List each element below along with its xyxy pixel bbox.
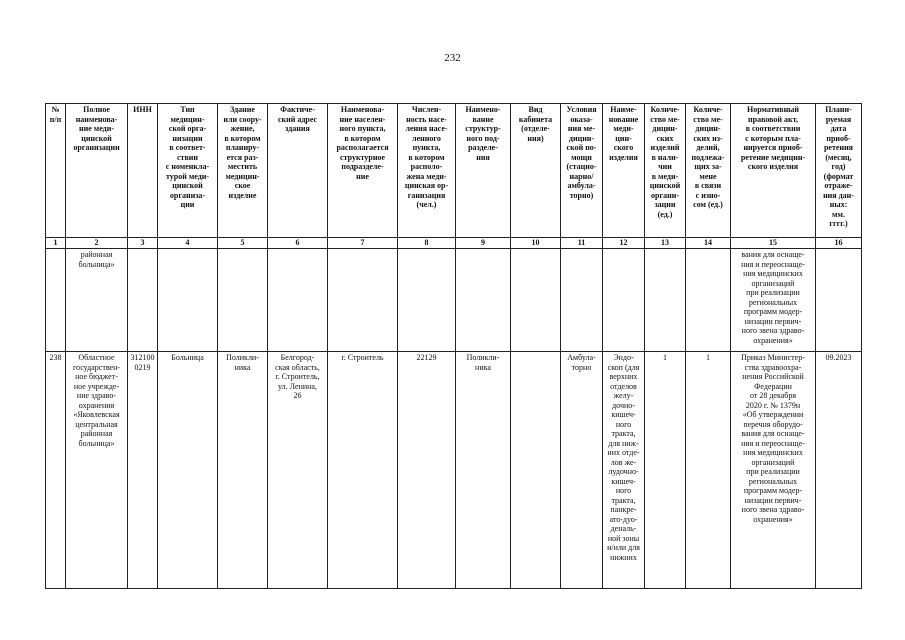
- header-address: Фактиче- ский адрес здания: [268, 104, 328, 238]
- cell-org-type: Больница: [158, 352, 218, 589]
- cell-cabinet: [511, 249, 561, 352]
- header-building: Здание или соору- жение, в котором планиру- ется раз- местить медицин- ское изделие: [218, 104, 268, 238]
- header-population: Числен- ность насе- ления насе- ленного пункта, в котором располо- жена меди- цинская ор- ганизация (чел.): [398, 104, 456, 238]
- column-number: 13: [645, 238, 686, 249]
- cell-settlement: [328, 249, 398, 352]
- cell-subdivision: Поликли- ника: [456, 352, 511, 589]
- header-inn: ИНН: [128, 104, 158, 238]
- column-number: 2: [66, 238, 128, 249]
- cell-qty-available: [645, 249, 686, 352]
- cell-purchase-date: 09.2023: [816, 352, 862, 589]
- cell-legal-act: Приказ Министер- ства здравоохра- нения Российской Федерации от 28 декабря 2020 г. № 1379н «Об утверждении перечня оборудо- вания для оснаще- ния и переоснаще- ния медицинских организаций при реализации региональных программ модер- низации первич- ного звена здраво- охранения»: [731, 352, 816, 589]
- header-org-name: Полное наименова- ние меди- цинской организации: [66, 104, 128, 238]
- header-qty-available: Количе- ство ме- дицин- ских изделий в нали- чии в меди- цинской органи- зации (ед.): [645, 104, 686, 238]
- cell-num: [46, 249, 66, 352]
- column-number: 4: [158, 238, 218, 249]
- cell-address: Белгород- ская область, г. Строитель, ул. Ленина, 26: [268, 352, 328, 589]
- column-number: 10: [511, 238, 561, 249]
- cell-conditions: Амбула- торно: [561, 352, 603, 589]
- cell-qty-replace: 1: [686, 352, 731, 589]
- header-device: Наиме- нование меди- цин- ского изделия: [603, 104, 645, 238]
- header-org-type: Тип медицин- ской орга- низации в соответ- ствии с номенкла- турой меди- цинской организа- ции: [158, 104, 218, 238]
- column-number: 3: [128, 238, 158, 249]
- cell-cabinet: [511, 352, 561, 589]
- cell-purchase-date: [816, 249, 862, 352]
- cell-building: Поликли- ника: [218, 352, 268, 589]
- cell-population: 22129: [398, 352, 456, 589]
- column-number: 8: [398, 238, 456, 249]
- cell-population: [398, 249, 456, 352]
- cell-inn: [128, 249, 158, 352]
- header-purchase-date: Плани- руемая дата приоб- ретения (месяц, год) (формат отраже- ния дан- ных: мм. гггг.): [816, 104, 862, 238]
- column-number: 6: [268, 238, 328, 249]
- header-subdivision: Наимено- вание структур- ного под- разделе- ния: [456, 104, 511, 238]
- cell-org-type: [158, 249, 218, 352]
- table-row-continuation: [46, 249, 862, 352]
- cell-device: Эндо- скоп (для верхних отделов желу- дочно- кишеч- ного тракта, для ниж- них отде- лов же- лудочно- кишеч- ного тракта, панкре- ато-дуо- деналь- ной зоны и/или для нижних: [603, 352, 645, 589]
- cell-num: 238: [46, 352, 66, 589]
- column-number: 16: [816, 238, 862, 249]
- cell-device: [603, 249, 645, 352]
- header-qty-replace: Количе- ство ме- дицин- ских из- делий, подлежа- щих за- мене в связи с изно- сом (ед.): [686, 104, 731, 238]
- column-number: 11: [561, 238, 603, 249]
- cell-org-name: Областное государствен- ное бюджет- ное учрежде- ние здраво- охранения «Яковлевская центральная районная больница»: [66, 352, 128, 589]
- column-number: 12: [603, 238, 645, 249]
- header-conditions: Условия оказа- ния ме- дицин- ской по- мощи (стацио- нарно/ амбула- торно): [561, 104, 603, 238]
- header-cabinet: Вид кабинета (отделе- ния): [511, 104, 561, 238]
- header-row: [46, 104, 862, 238]
- column-number: 7: [328, 238, 398, 249]
- cell-qty-replace: [686, 249, 731, 352]
- column-number: 1: [46, 238, 66, 249]
- table-row-238: [46, 352, 862, 589]
- header-num: № п/п: [46, 104, 66, 238]
- column-number: 14: [686, 238, 731, 249]
- column-number: 9: [456, 238, 511, 249]
- header-settlement: Наименова- ние населен- ного пункта, в котором располагается структурное подразделе- ние: [328, 104, 398, 238]
- header-legal-act: Нормативный правовой акт, в соответствии с которым пла- нируется приоб- ретение медицин- ского изделия: [731, 104, 816, 238]
- column-number-row: [46, 238, 862, 249]
- cell-conditions: [561, 249, 603, 352]
- cell-settlement: г. Строитель: [328, 352, 398, 589]
- page-number: 232: [444, 52, 461, 64]
- cell-inn: 312100 0219: [128, 352, 158, 589]
- cell-subdivision: [456, 249, 511, 352]
- cell-address: [268, 249, 328, 352]
- cell-org-name: районная больница»: [66, 249, 128, 352]
- column-number: 5: [218, 238, 268, 249]
- registry-table: [45, 103, 862, 589]
- cell-building: [218, 249, 268, 352]
- cell-legal-act: вания для оснаще- ния и переоснаще- ния медицинских организаций при реализации региональных программ модер- низации первич- ного звена здраво- охранения»: [731, 249, 816, 352]
- cell-qty-available: 1: [645, 352, 686, 589]
- column-number: 15: [731, 238, 816, 249]
